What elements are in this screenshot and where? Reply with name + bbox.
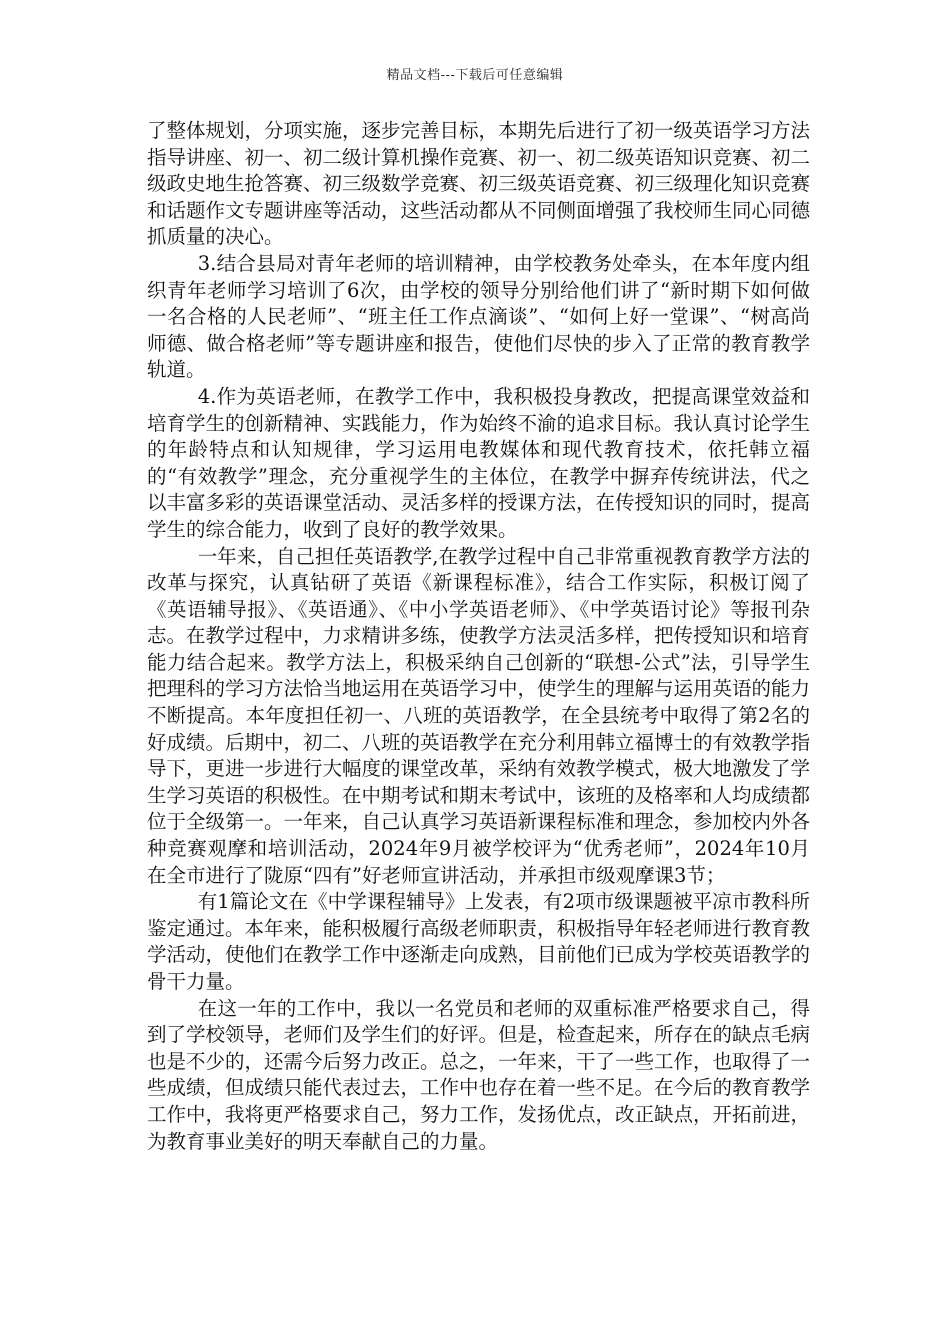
- paragraph-conclusion: 在这一年的工作中，我以一名党员和老师的双重标准严格要求自己，得到了学校领导，老师们及学生们的好评。但是，检查起来，所存在的缺点毛病也是不少的，还需今后努力改正。总之，一年来，干了一些工作，也取得了一些成绩，但成绩只能代表过去，工作中也存在着一些不足。在今后的教育教学工作中，我将更严格要求自己，努力工作，发扬优点，改正缺点，开拓前进，为教育事业美好的明天奉献自己的力量。: [147, 996, 811, 1153]
- document-body: [147, 118, 810, 1155]
- paragraph-item-3: 3.结合县局对青年老师的培训精神，由学校教务处牵头，在本年度内组织青年老师学习培训了6次，由学校的领导分别给他们讲了“新时期下如何做一名合格的人民老师”、“班主任工作点滴谈”、“如何上好一堂课”、“树高尚师德、做合格老师”等专题讲座和报告，使他们尽快的步入了正常的教育教学轨道。: [147, 251, 810, 382]
- paragraph-teaching-summary: 一年来，自己担任英语教学,在教学过程中自己非常重视教育教学方法的改革与探究，认真钻研了英语《新课程标准》，结合工作实际，积极订阅了《英语辅导报》、《英语通》、《中小学英语老师》、《中学英语讨论》等报刊杂志。在教学过程中，力求精讲多练，使教学方法灵活多样，把传授知识和培育能力结合起来。教学方法上，积极采纳自己创新的“联想-公式”法，引导学生把理科的学习方法恰当地运用在英语学习中，使学生的理解与运用英语的能力不断提高。本年度担任初一、八班的英语教学，在全县统考中取得了第2名的好成绩。后期中，初二、八班的英语教学在充分利用韩立福博士的有效教学指导下，更进一步进行大幅度的课堂改革，采纳有效教学模式，极大地激发了学生学习英语的积极性。在中期考试和期末考试中，该班的及格率和人均成绩都位于全级第一。一年来，自己认真学习英语新课程标准和理念，参加校内外各种竞赛观摩和培训活动，2024年9月被学校评为“优秀老师”，2024年10月在全市进行了陇原“四有”好老师宣讲活动，并承担市级观摩课3节；: [147, 544, 811, 887]
- paragraph-item-4: 4.作为英语老师，在教学工作中，我积极投身教改，把提高课堂效益和培育学生的创新精神、实践能力，作为始终不渝的追求目标。我认真讨论学生的年龄特点和认知规律，学习运用电教媒体和现代教育技术，依托韩立福的“有效教学”理念，充分重视学生的主体位，在教学中摒弃传统讲法，代之以丰富多彩的英语课堂活动、灵活多样的授课方法，在传授知识的同时，提高学生的综合能力，收到了良好的教学效果。: [147, 384, 811, 541]
- paragraph-continuation: 了整体规划，分项实施，逐步完善目标，本期先后进行了初一级英语学习方法指导讲座、初一、初二级计算机操作竞赛、初一、初二级英语知识竞赛、初二级政史地生抢答赛、初三级数学竞赛、初三级英语竞赛、初三级理化知识竞赛和话题作文专题讲座等活动，这些活动都从不同侧面增强了我校师生同心同德抓质量的决心。: [147, 119, 811, 249]
- page-header: 精品文档---下载后可任意编辑: [386, 68, 564, 83]
- paragraph-research: 有1篇论文在《中学课程辅导》上发表，有2项市级课题被平凉市教科所鉴定通过。本年来，能积极履行高级老师职责，积极指导年轻老师进行教育教学活动，使他们在教学工作中逐渐走向成熟，目前他们已成为学校英语教学的骨干力量。: [147, 890, 811, 993]
